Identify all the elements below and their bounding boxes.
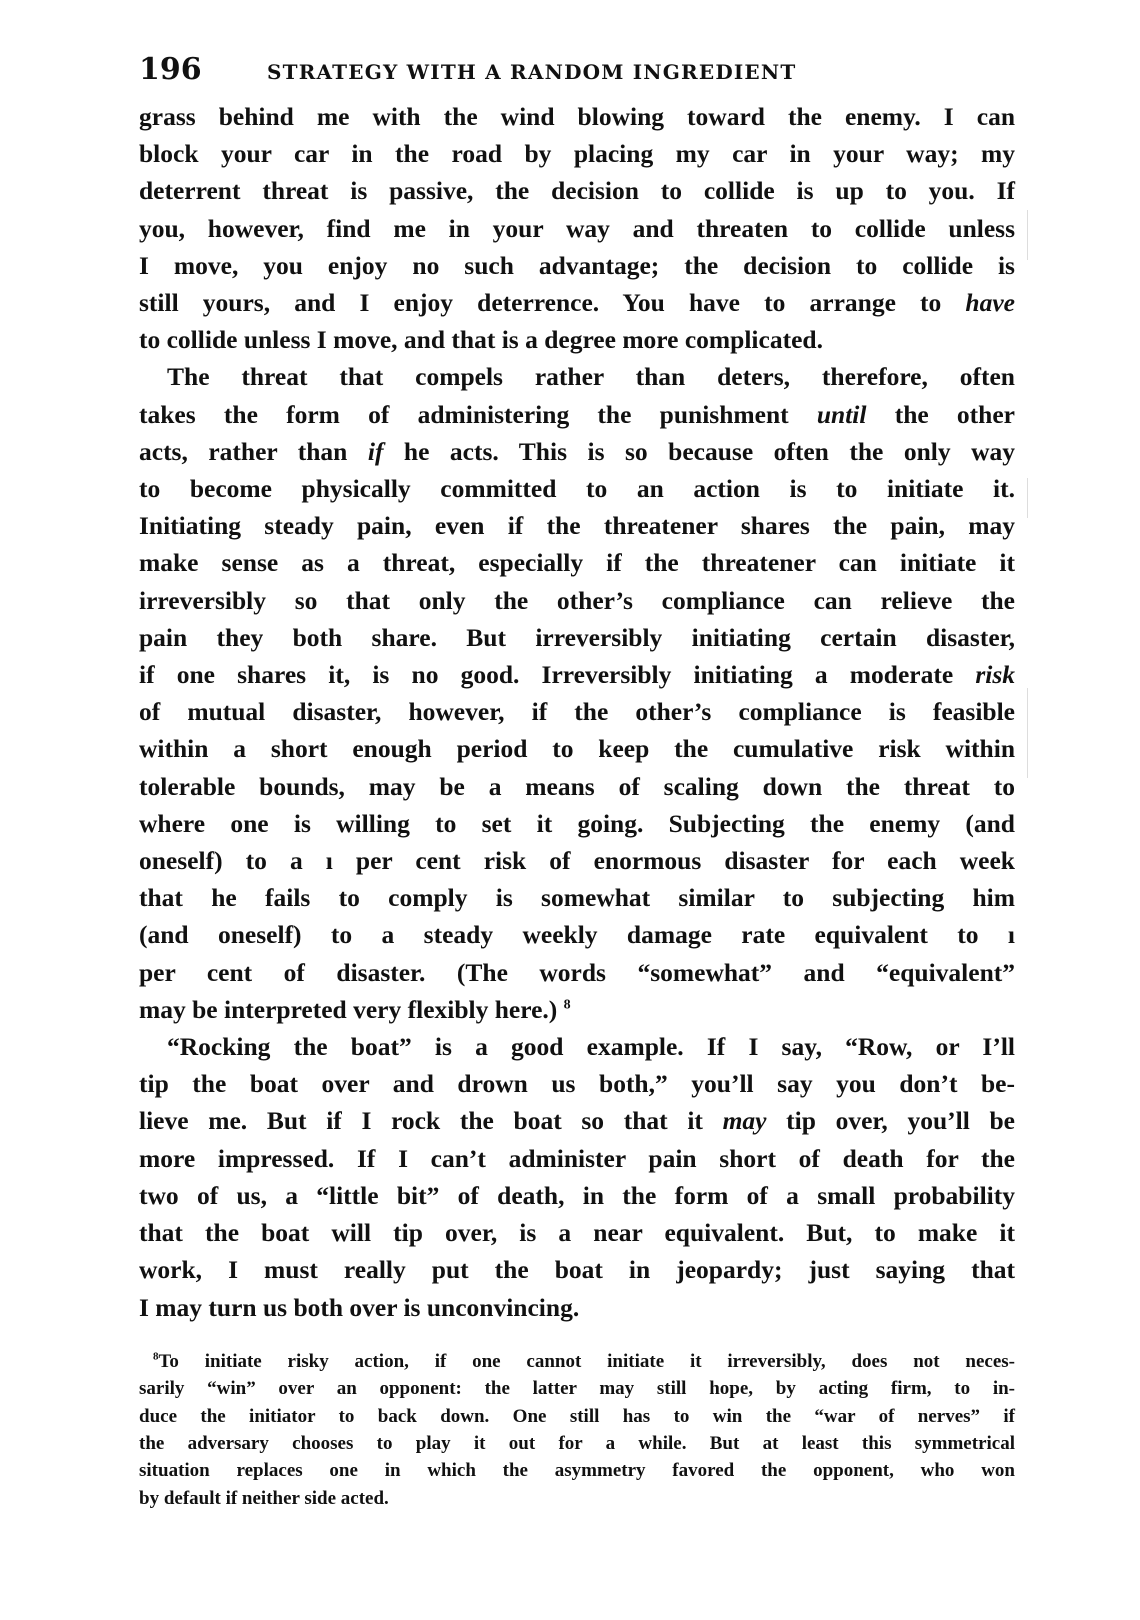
text-line: two of us, a “little bit” of death, in the form of a small probability — [139, 1180, 1015, 1210]
italic-emphasis: until — [816, 399, 867, 429]
text-line: tolerable bounds, may be a means of scaling down the threat to — [139, 771, 1015, 801]
text-line: grass behind me with the wind blowing toward the enemy. I can — [139, 102, 1015, 131]
text-line: may be interpreted very flexibly here.) $^8$ — [139, 994, 571, 1024]
text-line: make sense as a threat, especially if the threatener can initiate it — [139, 548, 1015, 578]
italic-emphasis: if — [367, 436, 384, 466]
footnote-reference: 8 — [563, 997, 571, 1013]
italic-emphasis: have — [965, 288, 1015, 318]
footnote-line: $^8$To initiate risky action, if one cannot initiate it irreversibly, does not neces- — [153, 1350, 1015, 1372]
paragraph — [139, 1028, 1015, 1326]
text-line: The threat that compels rather than deters, therefore, often — [167, 362, 1015, 392]
text-line: tip the boat over and drown us both,” you’ll say you don’t be- — [139, 1069, 1015, 1099]
text-line: work, I must really put the boat in jeopardy; just saying that — [139, 1255, 1015, 1285]
footnote-marker: 8 — [153, 1350, 159, 1363]
text-line: to become physically committed to an action is to initiate it. — [139, 474, 1015, 504]
text-line: that the boat will tip over, is a near equivalent. But, to make it — [139, 1218, 1015, 1248]
running-title: STRATEGY WITH A RANDOM INGREDIENT — [267, 60, 797, 84]
text-line: block your car in the road by placing my car in your way; my — [139, 139, 1015, 169]
text-line: of mutual disaster, however, if the other’s compliance is feasible — [139, 697, 1015, 727]
text-line: takes the form of administering the punishment until the other — [139, 399, 1015, 429]
page-number: 196 — [139, 52, 202, 87]
text-line: (and oneself) to a steady weekly damage rate equivalent to ı — [139, 920, 1015, 950]
text-line: I move, you enjoy no such advantage; the decision to collide is — [139, 250, 1015, 280]
text-line: if one shares it, is no good. Irreversibly initiating a moderate risk — [139, 660, 1015, 690]
text-line: “Rocking the boat” is a good example. If I say, “Row, or I’ll — [167, 1032, 1015, 1062]
text-line: that he fails to comply is somewhat similar to subjecting him — [139, 883, 1015, 913]
text-line: per cent of disaster. (The words “somewhat” and “equivalent” — [139, 957, 1015, 987]
book-page — [139, 52, 1015, 1512]
text-line: more impressed. If I can’t administer pain short of death for the — [139, 1143, 1015, 1173]
text-line: pain they both share. But irreversibly initiating certain disaster, — [139, 622, 1015, 652]
footnote-line: duce the initiator to back down. One still has to win the “war of nerves” if — [139, 1405, 1015, 1427]
running-head — [139, 52, 1015, 96]
text-line: acts, rather than if he acts. This is so because often the only way — [139, 436, 1015, 466]
text-line: you, however, find me in your way and threaten to collide unless — [139, 213, 1015, 243]
text-line: to collide unless I move, and that is a degree more complicated. — [139, 325, 823, 355]
text-line: still yours, and I enjoy deterrence. You have to arrange to have — [139, 288, 1015, 318]
footnote-line: sarily “win” over an opponent: the latter may still hope, by acting firm, to in- — [139, 1378, 1015, 1400]
text-line: within a short enough period to keep the cumulative risk within — [139, 734, 1015, 764]
text-line: oneself) to a ı per cent risk of enormous disaster for each week — [139, 846, 1015, 876]
paragraph — [139, 358, 1015, 1028]
text-line: deterrent threat is passive, the decision to collide is up to you. If — [139, 176, 1015, 206]
paragraph — [139, 98, 1015, 358]
footnote-line: the adversary chooses to play it out for a while. But at least this symmetrical — [139, 1432, 1015, 1454]
footnote-line: situation replaces one in which the asymmetry favored the opponent, who won — [139, 1460, 1015, 1482]
footnote-line: by default if neither side acted. — [139, 1487, 389, 1509]
text-line: Initiating steady pain, even if the threatener shares the pain, may — [139, 511, 1015, 541]
footnote — [139, 1348, 1015, 1512]
text-line: I may turn us both over is unconvincing. — [139, 1292, 580, 1322]
italic-emphasis: risk — [975, 660, 1015, 690]
text-line: irreversibly so that only the other’s compliance can relieve the — [139, 585, 1015, 615]
text-line: lieve me. But if I rock the boat so that it may tip over, you’ll be — [139, 1106, 1015, 1136]
text-line: where one is willing to set it going. Subjecting the enemy (and — [139, 808, 1015, 838]
italic-emphasis: may — [722, 1106, 767, 1136]
body-text — [139, 98, 1015, 1326]
